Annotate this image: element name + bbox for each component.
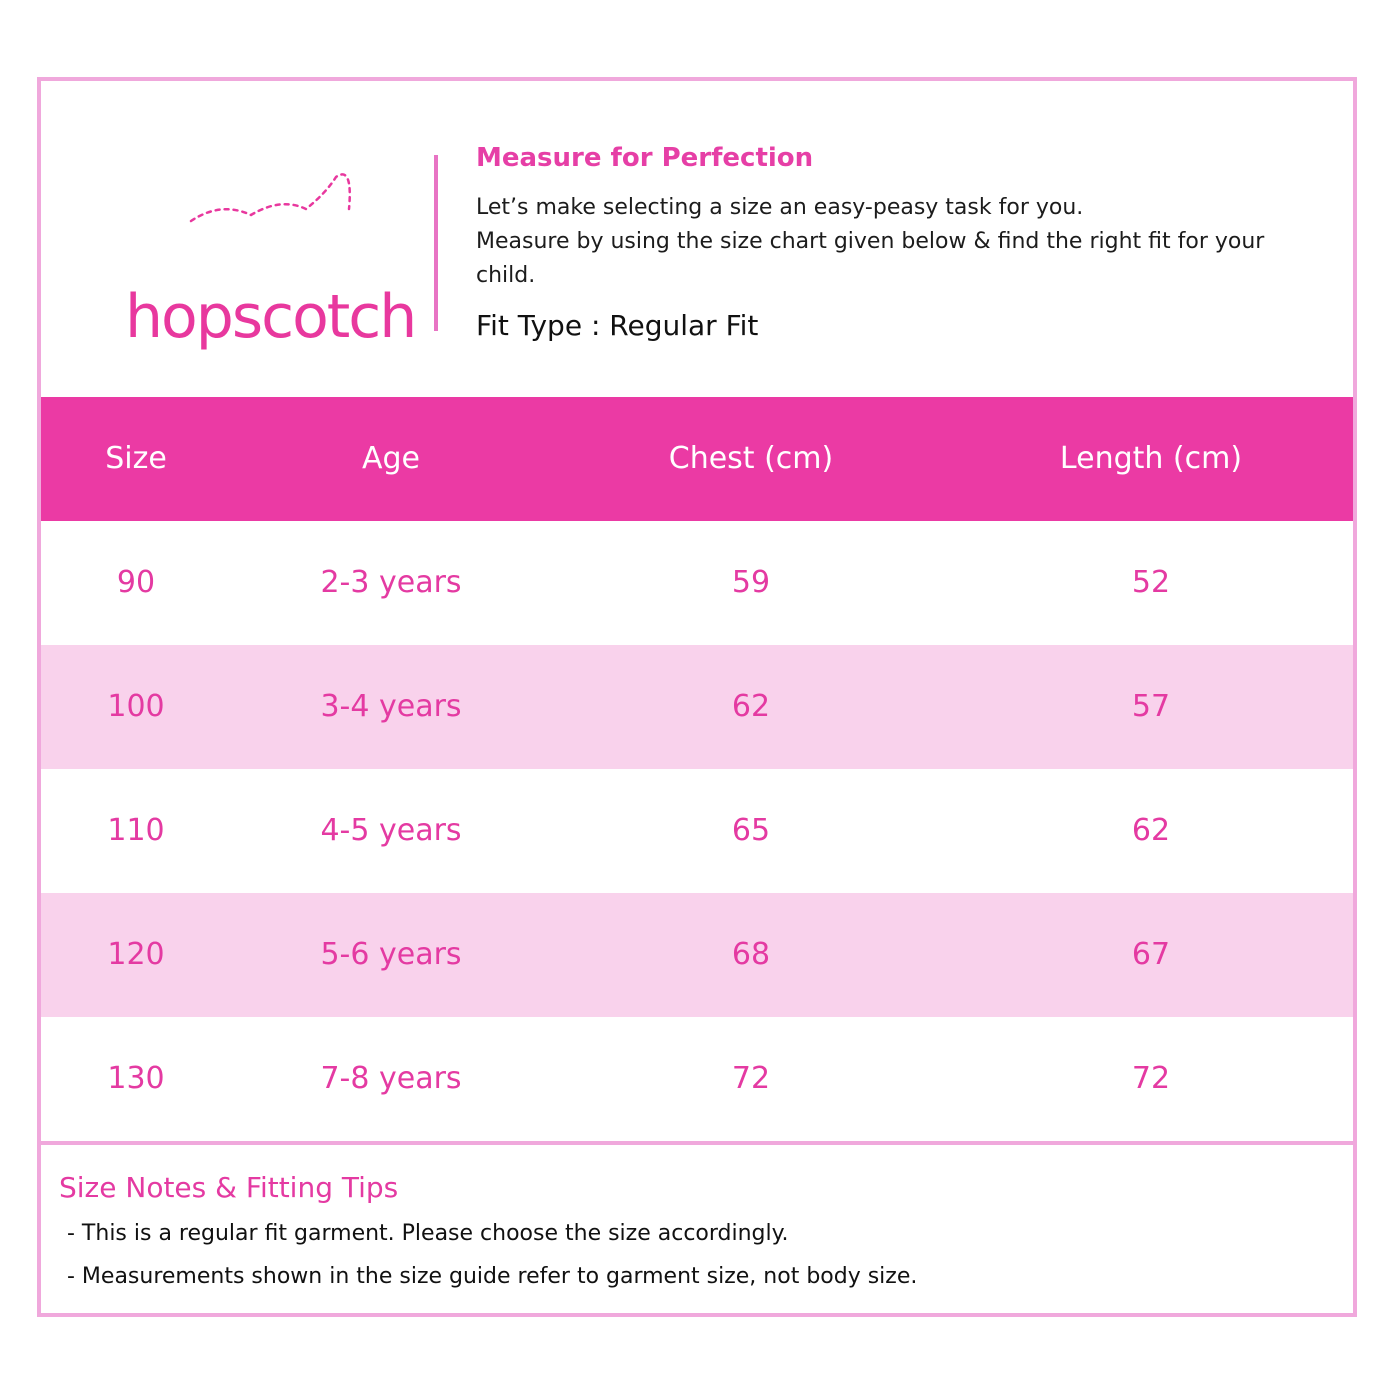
chest-cell: 62 bbox=[731, 689, 771, 724]
header-divider bbox=[434, 155, 438, 331]
table-row bbox=[41, 645, 1353, 769]
hopscotch-logo bbox=[121, 169, 416, 352]
age-cell: 5-6 years bbox=[320, 937, 462, 972]
hop-trail-icon bbox=[121, 169, 391, 229]
length-cell: 62 bbox=[1131, 813, 1171, 848]
length-cell: 72 bbox=[1131, 1061, 1171, 1096]
table-bottom-divider bbox=[41, 1141, 1353, 1145]
column-header-size: Size bbox=[105, 441, 167, 476]
column-header-chest: Chest (cm) bbox=[668, 441, 834, 476]
intro-text bbox=[476, 191, 1311, 293]
chest-cell: 68 bbox=[731, 937, 771, 972]
size-chart-header bbox=[41, 81, 1353, 397]
table-row bbox=[41, 893, 1353, 1017]
length-cell: 57 bbox=[1131, 689, 1171, 724]
chest-cell: 72 bbox=[731, 1061, 771, 1096]
table-row bbox=[41, 769, 1353, 893]
intro-line-1: Let’s make selecting a size an easy-peasy task for you. bbox=[476, 195, 1084, 220]
column-header-length: Length (cm) bbox=[1059, 441, 1243, 476]
note-item: - This is a regular fit garment. Please choose the size accordingly. bbox=[67, 1221, 789, 1246]
table-row bbox=[41, 1017, 1353, 1141]
column-header-age: Age bbox=[361, 441, 421, 476]
page-title: Measure for Perfection bbox=[476, 143, 814, 173]
size-chart-card bbox=[37, 77, 1357, 1317]
intro-line-2: Measure by using the size chart given below & find the right fit for your child. bbox=[476, 229, 1265, 288]
size-table bbox=[41, 397, 1353, 1141]
length-cell: 52 bbox=[1131, 565, 1171, 600]
size-cell: 120 bbox=[107, 937, 165, 972]
note-item: - Measurements shown in the size guide refer to garment size, not body size. bbox=[67, 1264, 918, 1289]
age-cell: 7-8 years bbox=[320, 1061, 462, 1096]
chest-cell: 59 bbox=[731, 565, 771, 600]
age-cell: 2-3 years bbox=[320, 565, 462, 600]
chest-cell: 65 bbox=[731, 813, 771, 848]
size-cell: 110 bbox=[107, 813, 165, 848]
size-cell: 90 bbox=[116, 565, 156, 600]
logo-wordmark: hopscotch bbox=[125, 282, 416, 352]
table-header-row bbox=[41, 397, 1353, 521]
notes-title: Size Notes & Fitting Tips bbox=[59, 1171, 399, 1204]
age-cell: 4-5 years bbox=[320, 813, 462, 848]
age-cell: 3-4 years bbox=[320, 689, 462, 724]
fit-type-label: Fit Type : Regular Fit bbox=[476, 309, 759, 342]
size-cell: 100 bbox=[107, 689, 165, 724]
length-cell: 67 bbox=[1131, 937, 1171, 972]
table-row bbox=[41, 521, 1353, 645]
size-cell: 130 bbox=[107, 1061, 165, 1096]
